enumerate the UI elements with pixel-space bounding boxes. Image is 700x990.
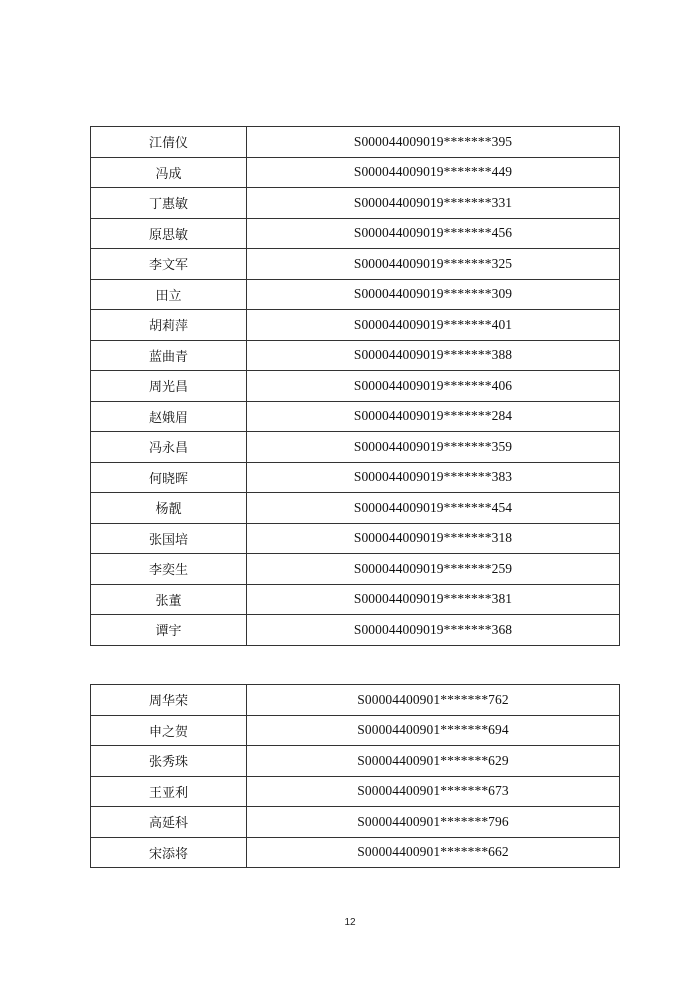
person-name-cell: 王亚利 (91, 776, 247, 807)
table-row (91, 523, 620, 554)
id-code-cell: S000044009019*******259 (247, 554, 620, 585)
id-code-cell: S00004400901*******662 (247, 837, 620, 868)
person-name-cell: 杨靓 (91, 493, 247, 524)
id-code-cell: S000044009019*******368 (247, 615, 620, 646)
id-code-cell: S000044009019*******454 (247, 493, 620, 524)
person-name-cell: 张秀珠 (91, 746, 247, 777)
person-name-cell: 丁惠敏 (91, 188, 247, 219)
table-row (91, 715, 620, 746)
id-code-cell: S000044009019*******449 (247, 157, 620, 188)
person-name-cell: 原思敏 (91, 218, 247, 249)
table-row (91, 493, 620, 524)
person-name-cell: 胡莉萍 (91, 310, 247, 341)
table-row (91, 371, 620, 402)
id-code-cell: S000044009019*******331 (247, 188, 620, 219)
person-name-cell: 冯永昌 (91, 432, 247, 463)
id-code-cell: S000044009019*******325 (247, 249, 620, 280)
table-row (91, 127, 620, 158)
table-row (91, 279, 620, 310)
person-name-cell: 张国培 (91, 523, 247, 554)
id-code-cell: S000044009019*******395 (247, 127, 620, 158)
table-row (91, 685, 620, 716)
id-code-cell: S000044009019*******388 (247, 340, 620, 371)
person-name-cell: 高延科 (91, 807, 247, 838)
page-number: 12 (344, 917, 356, 928)
person-name-cell: 江倩仪 (91, 127, 247, 158)
table-row (91, 340, 620, 371)
table-row (91, 157, 620, 188)
table-row (91, 218, 620, 249)
table-row (91, 615, 620, 646)
id-code-cell: S000044009019*******406 (247, 371, 620, 402)
table-row (91, 432, 620, 463)
person-name-cell: 李文军 (91, 249, 247, 280)
person-name-cell: 周华荣 (91, 685, 247, 716)
id-code-cell: S00004400901*******694 (247, 715, 620, 746)
id-code-cell: S000044009019*******359 (247, 432, 620, 463)
person-name-cell: 张董 (91, 584, 247, 615)
person-name-cell: 周光昌 (91, 371, 247, 402)
id-code-cell: S00004400901*******673 (247, 776, 620, 807)
id-code-cell: S000044009019*******318 (247, 523, 620, 554)
id-code-cell: S00004400901*******762 (247, 685, 620, 716)
table-row (91, 837, 620, 868)
person-name-cell: 何晓晖 (91, 462, 247, 493)
person-name-cell: 赵娥眉 (91, 401, 247, 432)
id-code-cell: S000044009019*******456 (247, 218, 620, 249)
record-table-2 (90, 684, 620, 868)
person-name-cell: 田立 (91, 279, 247, 310)
table-row (91, 249, 620, 280)
table-row (91, 746, 620, 777)
table-row (91, 188, 620, 219)
table-row (91, 554, 620, 585)
id-code-cell: S00004400901*******796 (247, 807, 620, 838)
table-row (91, 310, 620, 341)
id-code-cell: S000044009019*******401 (247, 310, 620, 341)
table-row (91, 462, 620, 493)
table-row (91, 584, 620, 615)
table-row (91, 807, 620, 838)
person-name-cell: 宋添将 (91, 837, 247, 868)
record-table-1 (90, 126, 620, 646)
table-row (91, 776, 620, 807)
person-name-cell: 冯成 (91, 157, 247, 188)
person-name-cell: 申之贺 (91, 715, 247, 746)
id-code-cell: S00004400901*******629 (247, 746, 620, 777)
id-code-cell: S000044009019*******284 (247, 401, 620, 432)
id-code-cell: S000044009019*******383 (247, 462, 620, 493)
person-name-cell: 谭宇 (91, 615, 247, 646)
table-row (91, 401, 620, 432)
id-code-cell: S000044009019*******381 (247, 584, 620, 615)
person-name-cell: 李奕生 (91, 554, 247, 585)
id-code-cell: S000044009019*******309 (247, 279, 620, 310)
person-name-cell: 蓝曲青 (91, 340, 247, 371)
